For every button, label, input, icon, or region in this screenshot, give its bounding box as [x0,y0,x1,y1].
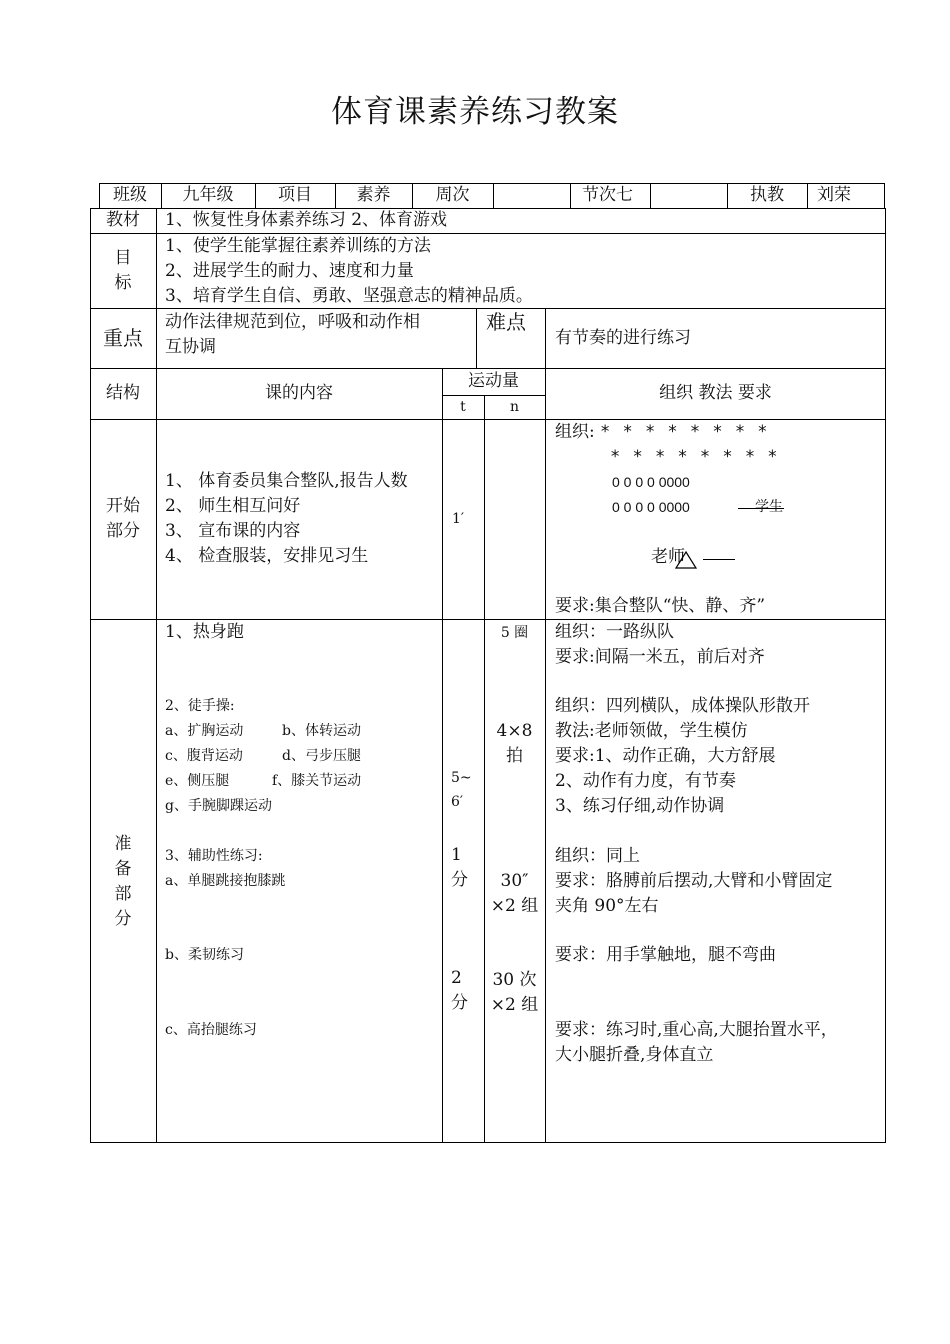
prep-org-line: 要求：用手掌触地，腿不弯曲 [555,945,776,965]
calisthenics-sub: d、弓步压腿 [282,748,361,764]
warmup-item: 1、热身跑 [165,622,244,642]
goal-item: 2、进展学生的耐力、速度和力量 [165,261,414,281]
prep-n: 30″ [500,871,529,891]
col-load: 运动量 [468,371,519,391]
item-label: 项目 [278,185,312,205]
col-t: t [460,399,466,415]
prep-org-line: 教法:老师领做，学生模仿 [555,721,748,741]
start-t: 1′ [452,511,465,527]
formation-row-1: * * * * * * * * [600,422,768,442]
col-n: n [509,399,520,415]
prep-label-char: 准 [114,834,132,854]
start-org-label: 组织: [555,422,595,442]
col-structure: 结构 [106,383,140,403]
prep-label-char: 部 [114,884,132,904]
aux-sub: a、单腿跳接抱膝跳 [165,873,286,889]
class-label: 班级 [113,185,147,205]
class-value: 九年级 [182,185,234,205]
prep-org-line: 要求：练习时,重心高,大腿抬置水平， [555,1020,838,1040]
prep-t: 2 [451,968,462,988]
calisthenics-sub: e、侧压腿 [165,773,230,789]
start-item: 2、 师生相互问好 [165,496,301,516]
prep-n: 5 圈 [500,625,529,641]
prep-org-line: 2、动作有力度，有节奏 [555,771,736,791]
focus-label: 重点 [103,326,143,350]
prep-org-line: 要求:间隔一米五，前后对齐 [555,647,765,667]
aux-sub: b、柔韧练习 [165,947,244,963]
goals-label-1: 目 [114,248,132,268]
calisthenics-sub: b、体转运动 [282,723,361,739]
start-item: 3、 宣布课的内容 [165,521,301,541]
prep-t: 分 [451,870,468,890]
difficulty-text: 有节奏的进行练习 [555,328,691,348]
formation-row-3: 0 0 0 0 0000 [612,474,690,490]
aux-item: 3、辅助性练习: [165,848,263,864]
prep-n: 30 次 [492,970,537,990]
difficulty-label: 难点 [486,310,526,334]
prep-t: 分 [451,993,468,1013]
session-label: 节次七 [582,185,633,205]
start-requirement: 要求:集合整队“快、静、齐” [555,596,766,616]
prep-label-char: 备 [114,859,132,879]
teacher-pointer-line [703,559,735,560]
goal-item: 1、使学生能掌握往素养训练的方法 [165,236,431,256]
prep-org-line: 要求：胳膊前后摆动,大臂和小臂固定 [555,871,833,891]
prep-n: ×2 组 [490,896,539,916]
aux-sub: c、高抬腿练习 [165,1022,257,1038]
formation-row-2: * * * * * * * * [610,447,778,467]
prep-org-line: 3、练习仔细,动作协调 [555,796,725,816]
calisthenics-item: 2、徒手操: [165,698,235,714]
start-label-2: 部分 [106,521,140,541]
focus-text-1: 动作法律规范到位，呼吸和动作相 [165,312,420,332]
calisthenics-sub: a、扩胸运动 [165,723,244,739]
calisthenics-sub: c、腹背运动 [165,748,243,764]
item-value: 素养 [356,185,391,205]
prep-org-line: 夹角 90°左右 [555,896,659,916]
week-label: 周次 [435,185,470,205]
teacher-label: 执教 [750,185,784,205]
teacher-value: 刘荣 [817,185,851,205]
goal-item: 3、培育学生自信、勇敢、坚强意志的精神品质。 [165,286,533,306]
formation-row-4: 0 0 0 0 0000 [612,499,690,515]
prep-n: 拍 [506,746,523,766]
prep-org-line: 要求:1、动作正确，大方舒展 [555,746,776,766]
start-label-1: 开始 [106,496,140,516]
prep-org-line: 组织：一路纵队 [555,622,674,642]
prep-n: 4×8 [496,721,533,741]
calisthenics-sub: g、手腕脚踝运动 [165,798,272,814]
prep-t: 6′ [451,794,464,810]
start-item: 1、 体育委员集合整队,报告人数 [165,471,408,491]
teacher-label-figure: 老师 [651,547,685,567]
prep-t: 1 [451,845,462,865]
calisthenics-sub: f、膝关节运动 [272,773,362,789]
student-label: 学生 [755,499,783,515]
col-org: 组织 教法 要求 [659,383,772,403]
material-value: 1、恢复性身体素养练习 2、体育游戏 [165,210,448,230]
prep-n: ×2 组 [490,995,539,1015]
prep-org-line: 大小腿折叠,身体直立 [555,1045,714,1065]
prep-t: 5~ [451,770,472,786]
prep-org-line: 组织：同上 [555,846,640,866]
material-label: 教材 [106,210,140,230]
prep-org-line: 组织：四列横队，成体操队形散开 [555,696,810,716]
document-title: 体育课素养练习教案 [331,94,619,130]
teacher-triangle-icon [674,550,698,570]
focus-text-2: 互协调 [165,337,216,357]
goals-label-2: 标 [114,273,132,293]
start-item: 4、 检查服装，安排见习生 [165,546,369,566]
col-content: 课的内容 [265,383,333,403]
prep-label-char: 分 [114,909,132,929]
